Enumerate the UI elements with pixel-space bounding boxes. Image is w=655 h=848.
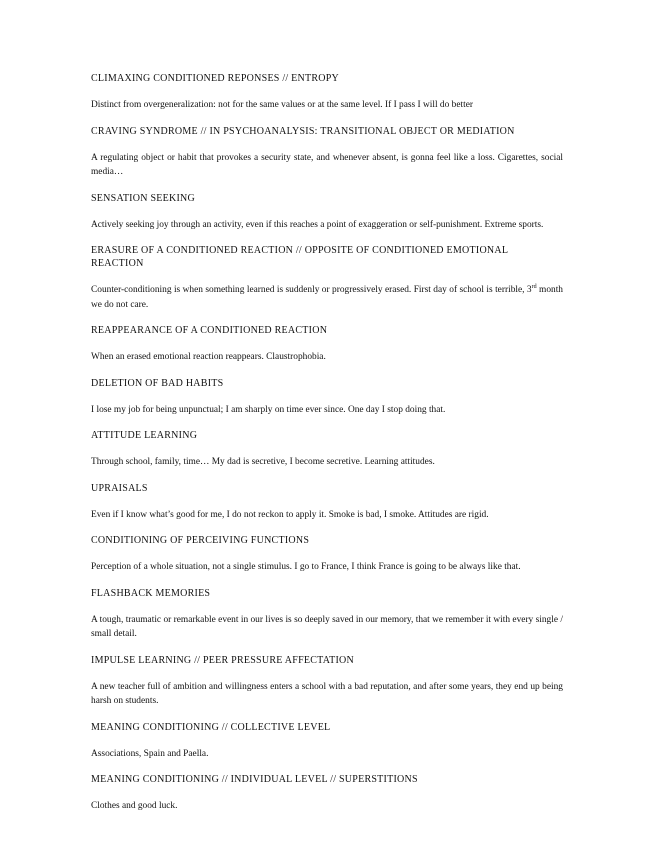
section-climaxing (91, 72, 563, 113)
section-body: When an erased emotional reaction reappears. Claustrophobia. (91, 352, 326, 362)
section-erasure (91, 244, 563, 312)
section-body: Distinct from overgeneralization: not for the same values or at the same level. If I pass I will do better (91, 100, 473, 110)
section-meaning-collective (91, 721, 563, 762)
section-impulse-learning (91, 654, 563, 709)
section-heading: DELETION OF BAD HABITS (91, 377, 224, 389)
section-body: I lose my job for being unpunctual; I am sharply on time ever since. One day I stop doing that. (91, 404, 446, 415)
section-upraisals (91, 482, 563, 523)
section-reappearance (91, 324, 563, 365)
section-body: Clothes and good luck. (91, 801, 178, 811)
section-deletion (91, 377, 563, 418)
section-body: A tough, traumatic or remarkable event in our lives is so deeply saved in our memory, that we remember it with every single / small detail. (91, 614, 563, 639)
body-text-end: month we do not care. (91, 285, 563, 310)
body-text-start: Counter-conditioning is when something learned is suddenly or progressively erased. First day of school is terrible, 3 (91, 285, 532, 295)
section-body (91, 283, 563, 312)
section-body: Through school, family, time… My dad is secretive, I become secretive. Learning attitudes. (91, 457, 435, 467)
section-craving (91, 125, 563, 180)
section-heading: ATTITUDE LEARNING (91, 430, 198, 441)
section-body: Actively seeking joy through an activity, even if this reaches a point of exaggeration or self-punishment. Extreme sports. (91, 219, 544, 230)
section-heading: REAPPEARANCE OF A CONDITIONED REACTION (91, 325, 328, 336)
section-body: Even if I know what’s good for me, I do not reckon to apply it. Smoke is bad, I smoke. Attitudes are rigid. (91, 509, 489, 520)
section-heading: ERASURE OF A CONDITIONED REACTION // OPPOSITE OF CONDITIONED EMOTIONAL REACTION (91, 245, 508, 269)
section-body: A new teacher full of ambition and willingness enters a school with a bad reputation, and after some years, they end up being harsh on students. (91, 681, 563, 706)
section-heading: CRAVING SYNDROME // IN PSYCHOANALYSIS: TRANSITIONAL OBJECT OR MEDIATION (91, 125, 515, 137)
section-heading: CLIMAXING CONDITIONED REPONSES // ENTROPY (91, 73, 340, 84)
section-perceiving-functions (91, 534, 563, 575)
section-body: Associations, Spain and Paella. (91, 748, 209, 759)
section-meaning-individual (91, 773, 563, 814)
section-body: A regulating object or habit that provokes a security state, and whenever absent, is gonna feel like a loss. Cigarettes, social media… (91, 152, 563, 177)
section-body: Perception of a whole situation, not a single stimulus. I go to France, I think France is going to be always like that. (91, 562, 521, 572)
section-flashback (91, 587, 563, 642)
section-heading: CONDITIONING OF PERCEIVING FUNCTIONS (91, 535, 310, 546)
section-heading: SENSATION SEEKING (91, 192, 195, 204)
section-heading: UPRAISALS (91, 482, 148, 494)
section-heading: FLASHBACK MEMORIES (91, 587, 211, 599)
section-attitude-learning (91, 429, 563, 470)
ordinal-superscript: rd (531, 284, 537, 290)
section-heading: IMPULSE LEARNING // PEER PRESSURE AFFECTATION (91, 654, 354, 666)
section-heading: MEANING CONDITIONING // INDIVIDUAL LEVEL // SUPERSTITIONS (91, 774, 418, 785)
section-sensation-seeking (91, 192, 563, 233)
section-heading: MEANING CONDITIONING // COLLECTIVE LEVEL (91, 721, 331, 733)
